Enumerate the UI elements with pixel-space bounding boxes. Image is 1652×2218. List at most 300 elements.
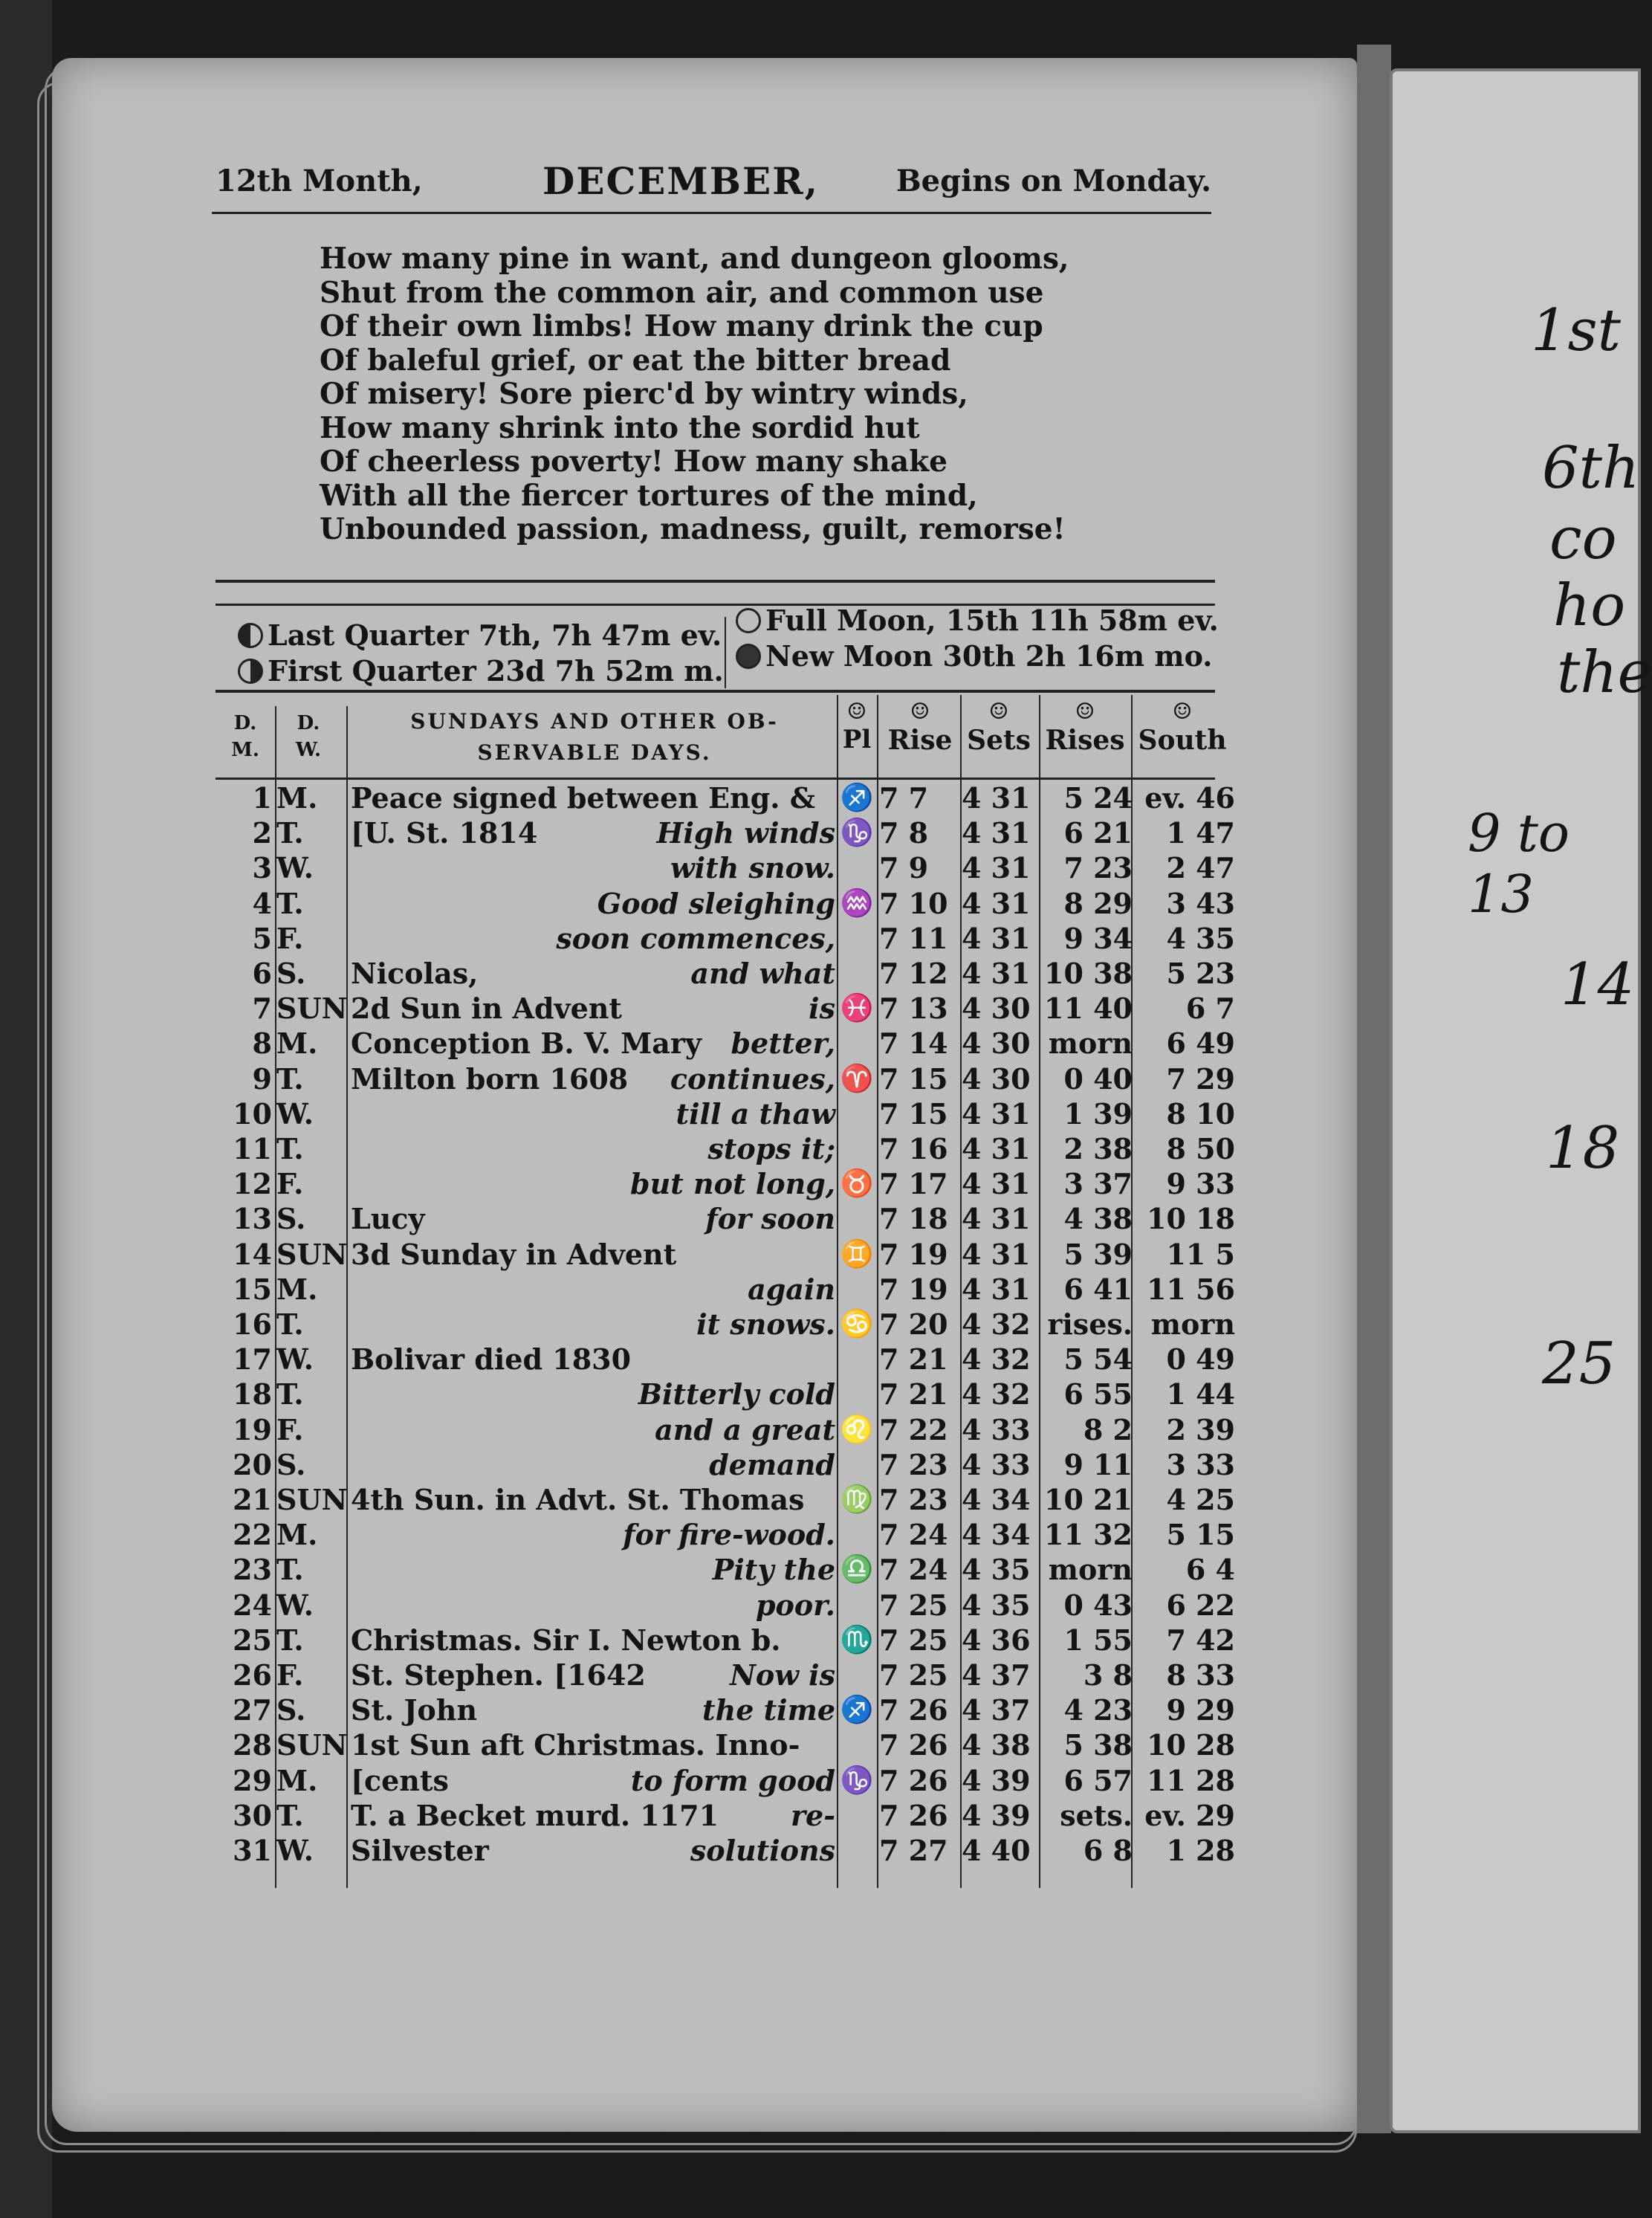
full-moon-icon [736,608,761,633]
full-moon: Full Moon, 15th 11h 58m ev. [736,604,1219,637]
moon-face-icon: ☺ [1172,699,1193,725]
table-row [0,1201,1629,1236]
sun-rise: 7 19 [879,1237,948,1271]
day-of-month: 20 [233,1447,272,1481]
day-of-week: W. [276,851,314,885]
table-row [0,1412,1629,1447]
poem-line: Shut from the common air, and common use [320,275,1044,310]
moon-rises: 5 54 [1063,1342,1133,1377]
moon-south: 5 15 [1166,1518,1235,1552]
moon-rises: 5 38 [1063,1728,1133,1762]
moon-rises: 8 29 [1063,886,1133,920]
weather-text: solutions [690,1834,835,1867]
day-of-month: 12 [233,1167,272,1201]
weather-text: High winds [656,816,835,850]
day-of-week: T. [276,816,304,850]
table-row [0,1763,1629,1798]
sun-rise: 7 26 [879,1693,948,1727]
new-moon: New Moon 30th 2h 16m mo. [736,639,1213,673]
weather-text: the time [702,1693,835,1727]
col-header-dw: D. W. [295,712,322,761]
sun-rise: 7 13 [879,992,948,1026]
table-row [0,1658,1629,1692]
day-of-month: 25 [233,1623,272,1657]
table-row [0,1588,1629,1623]
col-header-rise: ☺ Rise [883,699,957,756]
moon-rises: 11 40 [1044,992,1133,1026]
section-rule [216,580,1215,583]
handwritten-note: 14 [1561,951,1635,1018]
day-of-month: 13 [233,1202,272,1236]
sun-sets: 4 39 [962,1798,1031,1832]
observable-day: 3d Sunday in Advent [351,1237,677,1271]
sun-rise: 7 15 [879,1096,948,1131]
table-row [0,1237,1629,1272]
weather-text: for soon [705,1202,835,1236]
sun-rise: 7 27 [879,1834,948,1867]
weather-text: again [748,1272,835,1306]
sun-rise: 7 22 [879,1412,948,1446]
sun-sets: 4 32 [962,1307,1031,1341]
moon-south: 11 56 [1147,1272,1235,1306]
poem-line: With all the fiercer tortures of the mind, [320,478,978,513]
col-header-dm: D. M. [231,712,259,761]
weather-text: poor. [755,1588,835,1622]
col-header-sets: ☺ Sets [960,699,1037,756]
sun-sets: 4 35 [962,1588,1031,1622]
sun-rise: 7 24 [879,1553,948,1587]
sun-sets: 4 33 [962,1447,1031,1481]
moon-south: 0 49 [1166,1342,1235,1377]
sun-rise: 7 20 [879,1307,948,1341]
moon-south: 8 33 [1166,1658,1235,1692]
zodiac-sign: ♈ [840,1062,874,1094]
sun-rise: 7 8 [879,816,929,850]
month-number: 12th Month, [216,164,423,198]
sun-rise: 7 7 [879,781,929,815]
moon-south: 1 44 [1166,1377,1235,1412]
sun-sets: 4 32 [962,1342,1031,1377]
day-of-week: W. [276,1588,314,1622]
observable-day: 1st Sun aft Christmas. Inno- [351,1728,800,1762]
day-of-month: 8 [252,1026,272,1061]
weather-text: better, [731,1026,835,1061]
day-of-week: SUN [276,1237,348,1271]
day-of-week: M. [276,1026,318,1061]
day-of-week: F. [276,921,304,955]
day-of-week: W. [276,1834,314,1867]
sun-rise: 7 21 [879,1377,948,1412]
sun-sets: 4 34 [962,1518,1031,1552]
sun-rise: 7 26 [879,1798,948,1832]
table-row [0,921,1629,956]
moon-south: 5 23 [1166,957,1235,990]
sun-rise: 7 11 [879,921,948,955]
sun-rise: 7 16 [879,1132,948,1165]
moon-rises: 2 38 [1063,1132,1133,1165]
zodiac-sign: ♒ [840,887,874,919]
handwritten-note: 18 [1546,1115,1620,1182]
zodiac-sign: ♑ [840,1764,874,1796]
observable-day: St. Stephen. [1642 [351,1658,646,1692]
poem-line: Unbounded passion, madness, guilt, remorse! [320,512,1066,546]
handwritten-note: co [1549,505,1617,572]
sun-sets: 4 31 [962,1272,1031,1306]
moon-rises: 9 34 [1063,921,1133,955]
moon-rises: rises. [1047,1307,1133,1341]
header-rule [212,212,1211,214]
day-of-week: T. [276,1553,304,1587]
zodiac-sign: ♍ [840,1484,874,1515]
sun-sets: 4 31 [962,886,1031,920]
sun-sets: 4 31 [962,1202,1031,1236]
day-of-month: 19 [233,1412,272,1446]
sun-rise: 7 9 [879,851,929,885]
table-row [0,1798,1629,1833]
zodiac-sign: ♋ [840,1308,874,1339]
sun-rise: 7 21 [879,1342,948,1377]
sun-sets: 4 31 [962,1167,1031,1201]
day-of-month: 30 [233,1798,272,1832]
sun-rise: 7 24 [879,1518,948,1552]
sun-sets: 4 31 [962,921,1031,955]
poem [320,242,1069,547]
weather-text: Bitterly cold [638,1377,835,1412]
month-start-day: Begins on Monday. [895,164,1211,198]
col-header-events: SUNDAYS AND OTHER OB- SERVABLE DAYS. [410,709,779,765]
moon-rises: sets. [1060,1798,1133,1832]
poem-line: Of their own limbs! How many drink the cup [320,309,1043,343]
moon-rises: 5 39 [1063,1237,1133,1271]
zodiac-sign: ♏ [840,1623,874,1655]
table-row [0,1517,1629,1552]
day-of-week: T. [276,1377,304,1412]
moon-face-icon: ☺ [846,699,867,725]
table-row [0,850,1629,885]
observable-day: 4th Sun. in Advt. St. Thomas [351,1483,805,1516]
sun-sets: 4 31 [962,1096,1031,1131]
day-of-week: SUN [276,1728,348,1762]
day-of-month: 5 [252,921,272,955]
poem-line: How many shrink into the sordid hut [320,410,920,445]
zodiac-sign: ♐ [840,782,874,813]
day-of-month: 1 [252,781,272,815]
observable-day: St. John [351,1693,478,1727]
moon-rises: 6 55 [1063,1377,1133,1412]
sun-rise: 7 18 [879,1202,948,1236]
zodiac-sign: ♊ [840,1238,874,1270]
moon-rises: 10 38 [1044,957,1133,990]
sun-sets: 4 31 [962,957,1031,990]
observable-day: Conception B. V. Mary [351,1026,702,1061]
day-of-week: W. [276,1096,314,1131]
sun-sets: 4 31 [962,851,1031,885]
observable-day: Peace signed between Eng. & [351,781,816,815]
sun-sets: 4 30 [962,992,1031,1026]
poem-line: Of cheerless poverty! How many shake [320,444,948,479]
moon-south: ev. 46 [1144,781,1235,815]
moon-south: 6 49 [1166,1026,1235,1061]
table-row [0,1447,1629,1482]
moon-rises: 6 57 [1063,1763,1133,1797]
moon-rises: 7 23 [1063,851,1133,885]
day-of-week: SUN [276,1483,348,1516]
table-row [0,1727,1629,1762]
sun-sets: 4 37 [962,1658,1031,1692]
observable-day: Lucy [351,1202,425,1236]
moon-rises: 11 32 [1044,1518,1133,1552]
zodiac-sign: ♐ [840,1694,874,1726]
weather-text: but not long, [630,1167,835,1201]
sun-sets: 4 39 [962,1763,1031,1797]
day-of-month: 16 [233,1307,272,1341]
sun-rise: 7 10 [879,886,948,920]
day-of-week: F. [276,1167,304,1201]
table-row [0,1692,1629,1727]
sun-rise: 7 12 [879,957,948,990]
day-of-week: T. [276,1307,304,1341]
day-of-week: T. [276,1132,304,1165]
day-of-month: 11 [233,1132,272,1165]
day-of-month: 17 [233,1342,272,1377]
moon-south: 6 4 [1185,1553,1235,1587]
sun-sets: 4 33 [962,1412,1031,1446]
moon-rises: 3 8 [1083,1658,1133,1692]
moon-rises: 0 43 [1063,1588,1133,1622]
table-row [0,1307,1629,1342]
table-row [0,1061,1629,1096]
day-of-month: 21 [233,1483,272,1516]
weather-text: with snow. [670,851,835,885]
weather-text: it snows. [696,1307,835,1341]
sun-face-icon: ☺ [910,699,930,725]
moon-south: 11 28 [1147,1763,1235,1797]
sun-rise: 7 17 [879,1167,948,1201]
moon-rises: 1 55 [1063,1623,1133,1657]
day-of-week: S. [276,1693,306,1727]
moon-rises: 8 2 [1083,1412,1133,1446]
day-of-week: T. [276,1623,304,1657]
table-row [0,815,1629,850]
weather-text: and a great [655,1412,835,1446]
day-of-week: M. [276,1763,318,1797]
sun-sets: 4 40 [962,1834,1031,1867]
observable-day: [U. St. 1814 [351,816,538,850]
moon-rises: 10 21 [1044,1483,1133,1516]
day-of-month: 18 [233,1377,272,1412]
sun-sets: 4 34 [962,1483,1031,1516]
moon-south: 9 33 [1166,1167,1235,1201]
sun-sets: 4 30 [962,1061,1031,1096]
moon-rises: 0 40 [1063,1061,1133,1096]
col-header-pl: ☺ Pl [842,699,872,754]
day-of-week: M. [276,1272,318,1306]
day-of-month: 22 [233,1518,272,1552]
weather-text: and what [690,957,835,990]
sun-rise: 7 23 [879,1483,948,1516]
sun-rise: 7 25 [879,1588,948,1622]
observable-day: [cents [351,1763,449,1797]
moon-south: 3 33 [1166,1447,1235,1481]
weather-text: re- [791,1798,835,1832]
poem-line: Of misery! Sore pierc'd by wintry winds, [320,377,968,411]
day-of-month: 24 [233,1588,272,1622]
day-of-month: 3 [252,851,272,885]
sun-rise: 7 23 [879,1447,948,1481]
moon-rises: 9 11 [1063,1447,1133,1481]
day-of-month: 9 [252,1061,272,1096]
moon-south: 6 7 [1185,992,1235,1026]
day-of-week: T. [276,1061,304,1096]
moon-south: 7 42 [1166,1623,1235,1657]
table-row [0,1131,1629,1166]
moon-south: 9 29 [1166,1693,1235,1727]
observable-day: Nicolas, [351,957,479,990]
new-moon-icon [736,644,761,669]
zodiac-sign: ♉ [840,1168,874,1200]
table-row [0,1623,1629,1658]
sun-rise: 7 19 [879,1272,948,1306]
day-of-week: F. [276,1658,304,1692]
moon-south: 8 50 [1166,1132,1235,1165]
handwritten-note: 1st [1531,297,1621,364]
sun-sets: 4 31 [962,1237,1031,1271]
day-of-month: 7 [252,992,272,1026]
weather-text: stops it; [707,1132,835,1165]
table-row [0,1552,1629,1587]
day-of-month: 6 [252,957,272,990]
phase-divider [725,617,726,688]
moon-rises: 6 8 [1083,1834,1133,1867]
day-of-month: 26 [233,1658,272,1692]
day-of-month: 31 [233,1834,272,1867]
moon-south: 11 5 [1166,1237,1235,1271]
day-of-week: S. [276,1202,306,1236]
observable-day: Bolivar died 1830 [351,1342,632,1377]
day-of-month: 15 [233,1272,272,1306]
sun-rise: 7 26 [879,1763,948,1797]
handwritten-note: ho [1553,572,1626,639]
moon-rises: 5 24 [1063,781,1133,815]
day-of-week: T. [276,1798,304,1832]
moon-south: 3 43 [1166,886,1235,920]
moon-rises: 3 37 [1063,1167,1133,1201]
table-row [0,1482,1629,1517]
handwritten-note: 25 [1542,1331,1616,1397]
moon-south: 8 10 [1166,1096,1235,1131]
day-of-month: 4 [252,886,272,920]
table-row [0,1272,1629,1307]
zodiac-sign: ♎ [840,1553,874,1585]
zodiac-sign: ♓ [840,992,874,1024]
sun-rise: 7 14 [879,1026,948,1061]
sun-sets: 4 31 [962,1132,1031,1165]
moon-rises: morn [1048,1026,1133,1061]
day-of-week: S. [276,957,306,990]
sun-sets: 4 36 [962,1623,1031,1657]
moon-south: 4 35 [1166,921,1235,955]
first-quarter-moon-icon [238,659,263,684]
col-header-rises: ☺ Rises [1042,699,1128,756]
page-header [216,159,1211,216]
poem-line: Of baleful grief, or eat the bitter bread [320,343,951,378]
table-row [0,886,1629,921]
sun-sets: 4 35 [962,1553,1031,1587]
day-of-week: S. [276,1447,306,1481]
table-row [0,1166,1629,1201]
day-of-month: 29 [233,1763,272,1797]
moon-south: 2 39 [1166,1412,1235,1446]
table-row [0,1096,1629,1131]
observable-day: 2d Sun in Advent [351,992,622,1026]
table-header-rule [216,777,1215,780]
table-row [0,956,1629,991]
observable-day: Milton born 1608 [351,1061,629,1096]
table-row [0,780,1629,815]
moon-rises: 4 23 [1063,1693,1133,1727]
sun-face-icon: ☺ [988,699,1009,725]
day-of-week: M. [276,1518,318,1552]
weather-text: till a thaw [676,1096,835,1131]
day-of-month: 14 [233,1237,272,1271]
moon-rises: morn [1048,1553,1133,1587]
moon-face-icon: ☺ [1075,699,1095,725]
weather-text: Now is [730,1658,835,1692]
handwritten-note: 6th [1542,435,1640,502]
sun-sets: 4 30 [962,1026,1031,1061]
moon-south: 1 47 [1166,816,1235,850]
sun-sets: 4 37 [962,1693,1031,1727]
zodiac-sign: ♑ [840,817,874,849]
last-quarter: Last Quarter 7th, 7h 47m ev. [238,618,722,652]
handwritten-note: 9 to 13 [1468,803,1570,925]
observable-day: T. a Becket murd. 1171 [351,1798,719,1832]
observable-day: Silvester [351,1834,489,1867]
day-of-month: 23 [233,1553,272,1587]
table-row [0,1377,1629,1412]
moon-rises: 1 39 [1063,1096,1133,1131]
day-of-month: 28 [233,1728,272,1762]
observable-day: Christmas. Sir I. Newton b. [351,1623,781,1657]
day-of-week: T. [276,886,304,920]
weather-text: Pity the [712,1553,835,1587]
day-of-week: F. [276,1412,304,1446]
moon-south: 7 29 [1166,1061,1235,1096]
handwritten-note: the [1557,639,1652,706]
moon-south: ev. 29 [1144,1798,1235,1832]
moon-south: morn [1150,1307,1235,1341]
sun-sets: 4 31 [962,781,1031,815]
weather-text: to form good [630,1763,835,1797]
first-quarter: First Quarter 23d 7h 52m m. [238,654,724,688]
day-of-month: 2 [252,816,272,850]
section-rule [216,690,1215,693]
table-row [0,991,1629,1026]
day-of-week: M. [276,781,318,815]
weather-text: for fire-wood. [623,1518,835,1552]
day-of-week: SUN [276,992,348,1026]
col-header-south: ☺ South [1134,699,1231,756]
moon-south: 10 18 [1147,1202,1235,1236]
moon-rises: 6 21 [1063,816,1133,850]
sun-rise: 7 15 [879,1061,948,1096]
sun-rise: 7 25 [879,1658,948,1692]
poem-line: How many pine in want, and dungeon glooms, [320,242,1069,276]
moon-south: 4 25 [1166,1483,1235,1516]
weather-text: demand [709,1447,835,1481]
moon-south: 1 28 [1166,1834,1235,1867]
table-row [0,1833,1629,1868]
